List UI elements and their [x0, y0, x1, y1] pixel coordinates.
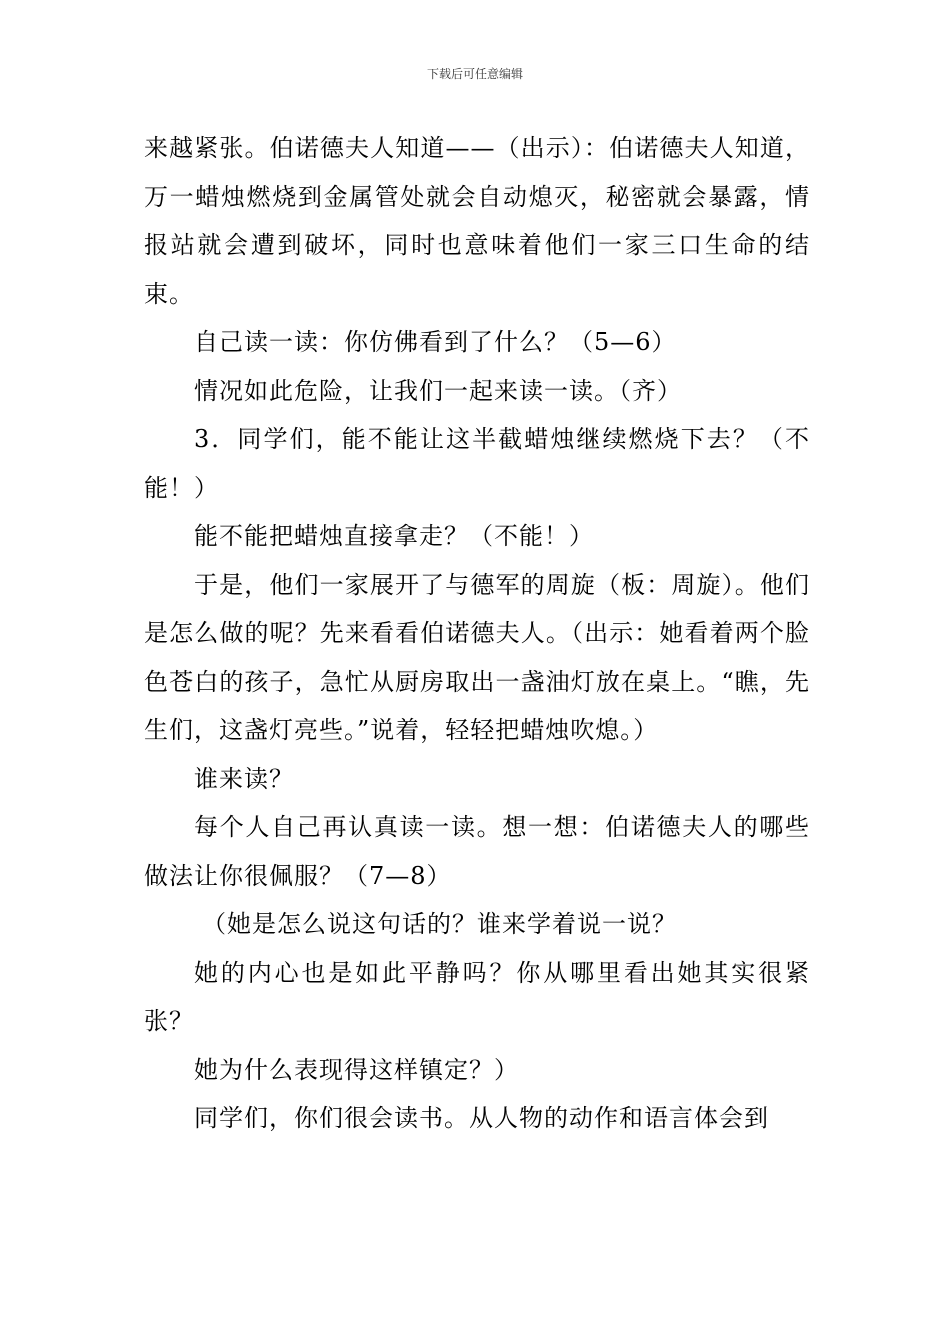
paragraph: 每个人自己再认真读一读。想一想：伯诺德夫人的哪些做法让你很佩服？（7—8） — [144, 813, 810, 890]
paragraph: 她为什么表现得这样镇定？） — [194, 1055, 519, 1084]
paragraph: 能不能把蜡烛直接拿走？（不能！） — [194, 522, 594, 550]
paragraph-continuation: 来越紧张。伯诺德夫人知道——（出示）：伯诺德夫人知道，万一蜡烛燃烧到金属管处就会自动熄灭，秘密就会暴露，情报站就会遭到破坏，同时也意味着他们一家三口生命的结束。 — [144, 134, 810, 308]
paragraph: 她的内心也是如此平静吗？你从哪里看出她其实很紧张？ — [144, 958, 810, 1035]
paragraph: 同学们，你们很会读书。从人物的动作和语言体会到 — [194, 1104, 769, 1132]
paragraph: 3．同学们，能不能让这半截蜡烛继续燃烧下去？（不能！） — [144, 425, 810, 502]
paragraph: 谁来读？ — [194, 764, 294, 793]
paragraph: 情况如此危险，让我们一起来读一读。（齐） — [194, 376, 682, 405]
paragraph: 自己读一读：你仿佛看到了什么？（5—6） — [194, 328, 677, 356]
document-body — [144, 124, 810, 1143]
paragraph: 于是，他们一家展开了与德军的周旋（板：周旋）。他们是怎么做的呢？先来看看伯诺德夫人。（出示：她看着两个脸色苍白的孩子，急忙从厨房取出一盏油灯放在桌上。“瞧，先生们，这盏灯亮些。”说着，轻轻把蜡烛吹熄。） — [144, 570, 810, 744]
page-header: 下载后可任意编辑 — [426, 67, 523, 81]
paragraph: （她是怎么说这句话的？谁来学着说一说？ — [202, 910, 677, 938]
